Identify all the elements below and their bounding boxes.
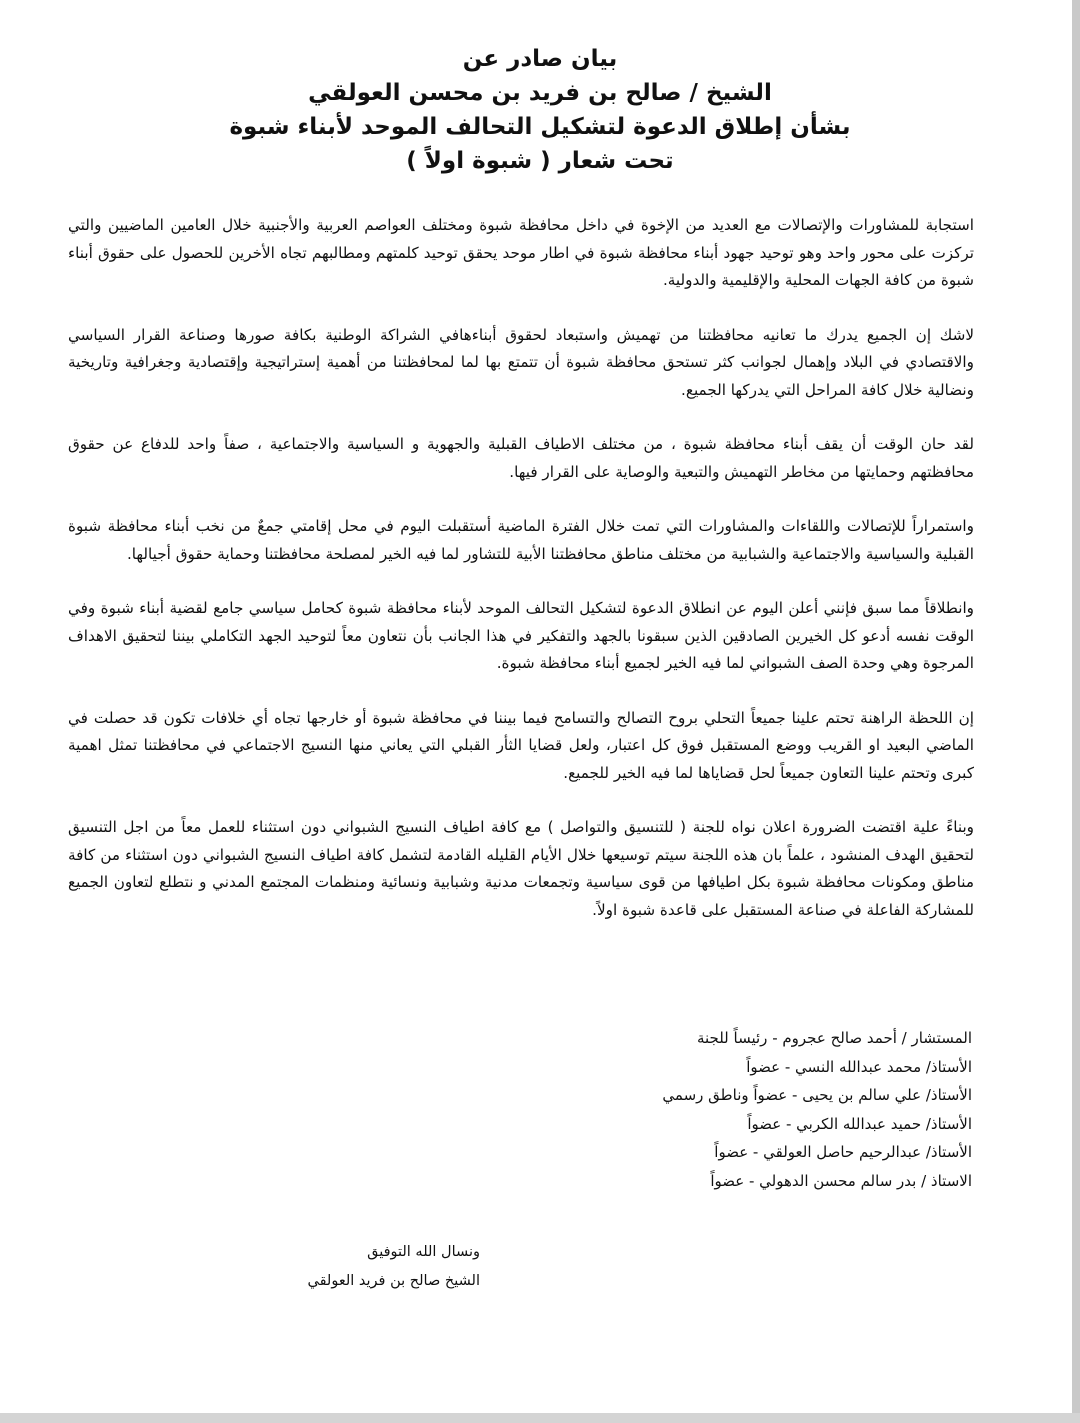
closing-signature-name: الشيخ صالح بن فريد العولقي [307, 1273, 480, 1289]
scan-edge-right [1072, 0, 1080, 1423]
statement-header [200, 42, 880, 178]
header-slogan: تحت شعار ( شبوة اولاً ) [406, 148, 674, 174]
statement-body [68, 212, 974, 951]
header-subject: بشأن إطلاق الدعوة لتشكيل التحالف الموحد لأبناء شبوة [229, 114, 851, 140]
closing-prayer: ونسال الله التوفيق [367, 1244, 480, 1260]
header-sheikh-name: الشيخ / صالح بن فريد بن محسن العولقي [308, 80, 772, 106]
statement-closing [240, 1238, 480, 1296]
committee-member: الأستاذ/ محمد عبدالله النسي - عضواً [746, 1057, 972, 1076]
committee-member-spokesman: الأستاذ/ علي سالم بن يحيى - عضواً وناطق رسمي [662, 1086, 972, 1104]
committee-member: الأستاذ/ عبدالرحيم حاصل العولقي - عضواً [714, 1143, 972, 1161]
committee-member: الاستاذ / بدر سالم محسن الدهولي - عضواً [710, 1171, 972, 1190]
paragraph-2: لاشك إن الجميع يدرك ما تعانيه محافظتنا من تهميش واستبعاد لحقوق أبناءهافي الشراكة الوطنية بكافة صورها وصناعة القرار السياسي والاقتصادي في البلاد وإهمال لجوانب كثر تستحق محافظة شبوة أن تتمتع بها لما لمحافظتنا من أهمية إستراتيجية وإقتصادية وجغرافية وتاريخية ونضالية خلال كافة المراحل التي يدركها الجميع. [68, 325, 974, 399]
paragraph-6: إن اللحظة الراهنة تحتم علينا جميعاً التحلي بروح التصالح والتسامح فيما بيننا في محافظة شبوة أو خارجها تجاه أي خلافات تكون قد حصلت في الماضي البعيد او القريب ووضع المستقبل فوق كل اعتبار، ولعل قضايا الثأر القبلي التي يعاني منها النسيج الاجتماعي في محافظتنا تمثل اهمية كبرى وتحتم علينا التعاون جميعاً لحل قضاياها لما فيه الخير للجميع. [68, 708, 974, 782]
paragraph-7: وبناءً علية اقتضت الضرورة اعلان نواه للجنة ( للتنسيق والتواصل ) مع كافة اطياف النسيج الشبواني دون استثناء للعمل معاً من اجل التنسيق لتحقيق الهدف المنشود ، علماً بان هذه اللجنة سيتم توسيعها خلال الأيام القليله القادمة لتشمل كافة اطياف النسيج الشبواني دون استثناء من كافة مناطق ومكونات محافظة شبوة بكل اطيافها من قوى سياسية وتجمعات مدنية وشبابية ونسائية ومنظمات المجتمع المدني و نتطلع لتعاون الجميع للمشاركة الفاعلة في صناعة المستقبل على قاعدة شبوة اولاً. [68, 818, 974, 919]
paragraph-5: وانطلاقاً مما سبق فإنني أعلن اليوم عن انطلاق الدعوة لتشكيل التحالف الموحد لأبناء محافظة شبوة كحامل سياسي جامع لقضية أبناء شبوة وفي الوقت نفسه أدعو كل الخيرين الصادقين الذين سبقونا بالجهد والتفكير في هذا الجانب بأن نتعاون معاً لتوحيد الجهد التكاملي بيننا لتحقيق الاهداف المرجوة وهي وحدة الصف الشبواني لما فيه الخير لجميع أبناء محافظة شبوة. [68, 599, 974, 672]
header-issued-by: بيان صادر عن [462, 46, 618, 72]
committee-member-chair: المستشار / أحمد صالح عجروم - رئيساً للجنة [696, 1029, 972, 1047]
paragraph-1: استجابة للمشاورات والإتصالات مع العديد من الإخوة في داخل محافظة شبوة ومختلف العواصم العربية والأجنبية خلال العامين الماضيين والتي تركزت على محور واحد وهو توحيد جهود أبناء محافظة شبوة في اطار موحد يحقق توحيد كلمتهم ومطالبهم تجاه الأخرين للحصول على حقوق أبناء شبوة من كافة الجهات المحلية والإقليمية والدولية. [68, 216, 974, 289]
committee-member: الأستاذ/ حميد عبدالله الكربي - عضواً [747, 1114, 972, 1133]
paragraph-3: لقد حان الوقت أن يقف أبناء محافظة شبوة ، من مختلف الاطياف القبلية والجهوية و السياسية والاجتماعية ، صفاً واحد للدفاع عن حقوق محافظتهم وحمايتها من مخاطر التهميش والتبعية والوصاية على القرار فيها. [68, 435, 974, 481]
committee-list [412, 1024, 972, 1195]
scan-edge-bottom [0, 1413, 1080, 1423]
paragraph-4: واستمراراً للإتصالات واللقاءات والمشاورات التي تمت خلال الفترة الماضية أستقبلت اليوم في محل إقامتي جمعٌ من نخب أبناء محافظة شبوة القبلية والسياسية والاجتماعية والشبابية من مختلف مناطق محافظتنا الأبية للتشاور لما فيه الخير لمصلحة محافظتنا وحماية حقوق أجيالها. [68, 517, 974, 563]
